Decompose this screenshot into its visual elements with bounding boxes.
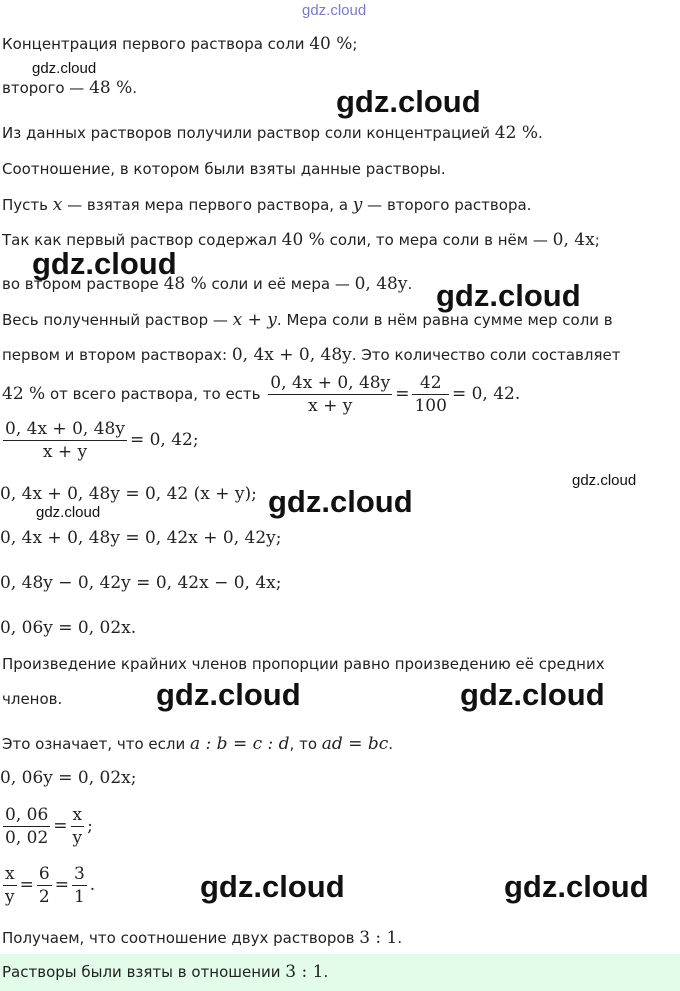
fraction: $\frac{x}{y}$ [5,864,15,907]
equation: 0, 06y = 0, 02x. [0,618,137,638]
equation: $\frac{x}{y}$ = $\frac{6}{2}$ = $\frac{3}{1}$ . [5,864,96,907]
fraction: $\frac{0, 4x + 0, 48y}{x + y}$ [270,373,391,416]
fraction: $\frac{0, 06}{0, 02}$ [5,805,49,848]
text-line: Концентрация первого раствора соли 40 %; [2,34,358,54]
watermark: gdz.cloud [32,246,177,281]
watermark: gdz.cloud [436,278,581,313]
watermark: gdz.cloud [504,869,649,904]
text-line: Из данных растворов получили раствор соли концентрацией 42 %. [2,123,543,143]
watermark: gdz.cloud [200,869,345,904]
text-line: Произведение крайних членов пропорции равно произведению её средних [2,655,605,673]
watermark: gdz.cloud [156,677,301,712]
equation: 0, 4x + 0, 48y = 0, 42 (x + y); [0,484,257,504]
answer-text: Растворы были взяты в отношении 3 : 1. [2,962,329,982]
equation: $\frac{0, 4x + 0, 48y}{x + y}$ = 0, 42; [5,419,199,462]
watermark: gdz.cloud [36,504,101,521]
text-line: Пусть x — взятая мера первого раствора, а y — второго раствора. [2,195,532,215]
text-line: Соотношение, в котором были взяты данные растворы. [2,160,446,178]
equation: 0, 4x + 0, 48y = 0, 42x + 0, 42y; [0,528,282,548]
text-line: Весь полученный раствор — x + y. Мера соли в нём равна сумме мер соли в [2,310,613,330]
equation: 0, 06y = 0, 02x; [0,768,137,788]
watermark: gdz.cloud [32,60,97,77]
watermark: gdz.cloud [268,484,413,519]
text-line: 42 % от всего раствора, то есть $\frac{0, 4x + 0, 48y}{x + y}$ = $\frac{42}{100}$ = 0, 42. [2,373,521,416]
site-header-link[interactable]: gdz.cloud [302,2,367,19]
text-line: Так как первый раствор содержал 40 % соли, то мера соли в нём — 0, 4x; [2,230,600,250]
text-line: второго — 48 %. [2,78,138,98]
fraction: $\frac{6}{2}$ [38,864,50,907]
text-line: первом и втором растворах: 0, 4x + 0, 48y. Это количество соли составляет [2,345,621,365]
watermark: gdz.cloud [572,472,637,489]
watermark: gdz.cloud [460,677,605,712]
text-line: Это означает, что если a : b = c : d, то ad = bc. [2,734,394,754]
text-line: Получаем, что соотношение двух растворов 3 : 1. [2,928,403,948]
fraction: $\frac{42}{100}$ [414,373,447,416]
fraction: $\frac{3}{1}$ [73,864,85,907]
watermark: gdz.cloud [336,84,481,119]
fraction: $\frac{x}{y}$ [72,805,83,848]
text-line: во втором растворе 48 % соли и её мера — 0, 48y. [2,274,413,294]
fraction: $\frac{0, 4x + 0, 48y}{x + y}$ [5,419,125,462]
equation: 0, 48y − 0, 42y = 0, 42x − 0, 4x; [0,573,282,593]
text-line: членов. [2,690,63,708]
equation: $\frac{0, 06}{0, 02}$ = $\frac{x}{y}$ ; [5,805,93,848]
